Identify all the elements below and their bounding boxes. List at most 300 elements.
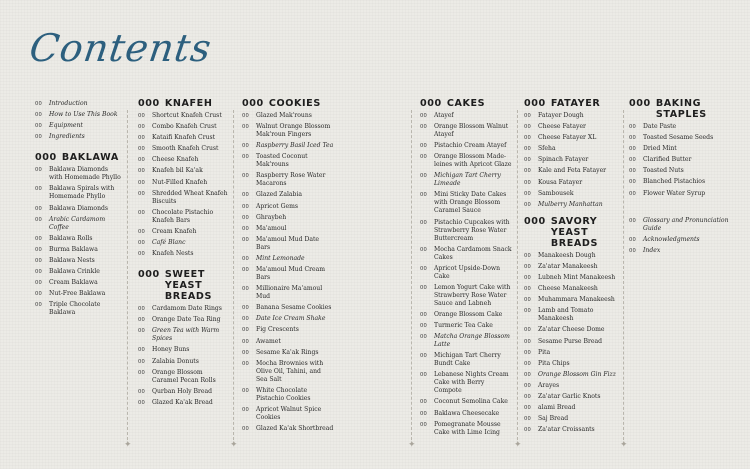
entry-title: Fig Crescents xyxy=(256,326,299,334)
entry-title: Apricot Gems xyxy=(256,202,299,210)
toc-entry[interactable] xyxy=(35,100,123,108)
entry-title: Green Tea with Warm Spices xyxy=(152,327,220,343)
page-number: 00 xyxy=(35,257,43,264)
page-number: 00 xyxy=(35,134,43,141)
toc-entry[interactable] xyxy=(138,167,230,175)
entry-title: Clarified Butter xyxy=(643,156,692,164)
toc-entry[interactable] xyxy=(138,369,230,385)
entry-title: Lamb and Tomato Manakeesh xyxy=(538,307,594,323)
section-heading-baklawa[interactable]: 000 BAKLAWA xyxy=(35,152,119,164)
section-heading-fatayer[interactable]: 000 FATAYER xyxy=(524,98,601,109)
toc-entry[interactable] xyxy=(138,305,230,313)
page-number: 00 xyxy=(524,190,532,197)
toc-entry[interactable] xyxy=(242,225,334,233)
knafeh-list xyxy=(138,112,230,258)
page-number: 00 xyxy=(138,317,146,324)
page-number: 00 xyxy=(420,399,428,406)
page-number: 00 xyxy=(138,146,146,153)
entry-title: Baklawa Cheesecake xyxy=(434,409,500,417)
entry-title: Arayes xyxy=(538,381,560,389)
entry-title: Glazed Mak'rouns xyxy=(256,112,312,119)
entry-title: Apricot Upside-Down Cake xyxy=(434,264,501,280)
page-number: 00 xyxy=(420,323,428,330)
toc-entry[interactable] xyxy=(524,338,620,346)
page-number: 00 xyxy=(420,219,428,226)
page-number: 00 xyxy=(524,327,532,334)
entry-title: Raspberry Rose Water Macarons xyxy=(256,172,326,188)
page-number: 00 xyxy=(35,186,43,193)
toc-entry[interactable] xyxy=(524,296,620,304)
entry-title: Mini Sticky Date Cakes with Orange Blossom Caramel Sauce xyxy=(434,191,507,215)
section-heading-knafeh[interactable]: 000 KNAFEH xyxy=(138,98,213,109)
page-number: 00 xyxy=(420,334,428,341)
toc-entry[interactable] xyxy=(35,301,123,317)
page-number: 00 xyxy=(35,112,43,119)
toc-entry[interactable] xyxy=(35,185,123,201)
toc-entry[interactable] xyxy=(35,205,123,213)
entry-title: Kousa Fatayer xyxy=(538,178,583,186)
toc-entry[interactable] xyxy=(629,178,735,186)
toc-entry[interactable] xyxy=(524,371,620,379)
column-4 xyxy=(420,96,512,440)
toc-entry[interactable] xyxy=(138,316,230,324)
page-number: 00 xyxy=(242,305,250,312)
entry-title: Nut-Filled Knafeh xyxy=(152,178,208,186)
entry-title: Cardamom Date Rings xyxy=(152,305,222,313)
page-number: 00 xyxy=(35,291,43,298)
toc-entry[interactable] xyxy=(524,349,620,357)
toc-entry[interactable] xyxy=(242,425,334,433)
entry-title: Ghraybeh xyxy=(256,213,287,221)
toc-entry[interactable] xyxy=(242,153,334,169)
section-heading-cookies[interactable]: 000 COOKIES xyxy=(242,98,321,109)
toc-entry[interactable] xyxy=(242,387,334,403)
toc-entry[interactable] xyxy=(242,236,334,252)
toc-entry[interactable] xyxy=(420,246,512,262)
entry-title: Cheese Fatayer xyxy=(538,123,586,131)
page-number: 00 xyxy=(138,113,146,119)
toc-entry[interactable] xyxy=(242,326,334,334)
entry-title: Za'atar Manakeesh xyxy=(538,262,598,270)
page-number: 00 xyxy=(629,135,637,142)
toc-entry[interactable] xyxy=(138,346,230,354)
toc-entry[interactable] xyxy=(35,235,123,243)
toc-entry[interactable] xyxy=(524,145,620,153)
entry-title: Glossary and Pronunciation Guide xyxy=(643,216,729,232)
entry-title: Lubneh Mint Manakeesh xyxy=(538,274,616,282)
page-number: 00 xyxy=(242,387,250,394)
toc-entry[interactable] xyxy=(420,398,512,406)
entry-title: Mocha Cardamom Snack Cakes xyxy=(434,245,512,261)
toc-entry[interactable] xyxy=(420,191,512,215)
page-number: 00 xyxy=(524,427,532,434)
entry-title: Toasted Sesame Seeds xyxy=(643,134,714,142)
toc-entry[interactable] xyxy=(242,203,334,211)
toc-entry[interactable] xyxy=(242,172,334,188)
toc-entry[interactable] xyxy=(524,134,620,142)
page-number: 00 xyxy=(242,236,250,243)
entry-title: Glazed Ka'ak Bread xyxy=(152,398,213,406)
divider-diamond-icon: ✦ xyxy=(230,440,238,450)
toc-entry[interactable] xyxy=(420,172,512,188)
front-matter-list xyxy=(35,100,123,141)
page-number: 00 xyxy=(524,405,532,412)
page-number: 00 xyxy=(35,302,43,309)
toc-entry[interactable] xyxy=(242,191,334,199)
toc-entry[interactable] xyxy=(524,201,620,209)
toc-entry[interactable] xyxy=(629,145,735,153)
page-number: 00 xyxy=(242,214,250,221)
entry-title: Nut-Free Baklawa xyxy=(49,290,106,298)
page-number: 00 xyxy=(524,371,532,378)
divider-line-1 xyxy=(127,110,128,440)
toc-entry[interactable] xyxy=(420,112,512,120)
entry-title: Orange Blossom Gin Fizz xyxy=(538,370,616,378)
entry-title: Matcha Orange Blossom Latte xyxy=(434,333,510,349)
toc-entry[interactable] xyxy=(420,322,512,330)
page-number: 00 xyxy=(524,360,532,367)
entry-title: Ingredients xyxy=(49,133,85,141)
baklawa-list xyxy=(35,166,123,317)
entry-title: Awamet xyxy=(256,337,281,345)
page-number: 00 xyxy=(35,205,43,212)
entry-title: Pita Chips xyxy=(538,359,570,367)
toc-entry[interactable] xyxy=(524,123,620,131)
toc-entry[interactable] xyxy=(242,315,334,323)
toc-entry[interactable] xyxy=(524,274,620,282)
entry-title: Orange Blossom Cake xyxy=(434,310,503,318)
toc-entry[interactable] xyxy=(242,112,334,120)
page-number: 00 xyxy=(138,135,146,142)
toc-entry[interactable] xyxy=(420,352,512,368)
entry-title: Walnut Orange Blossom Mak'roun Fingers xyxy=(256,123,331,139)
page-number: 00 xyxy=(420,113,428,119)
toc-entry[interactable] xyxy=(524,382,620,390)
toc-entry[interactable] xyxy=(420,421,512,437)
toc-entry[interactable] xyxy=(420,153,512,169)
page-number: 00 xyxy=(629,217,637,224)
page-number: 00 xyxy=(629,179,637,186)
page-number: 00 xyxy=(138,209,146,216)
divider-line-3 xyxy=(411,110,412,440)
entry-title: Honey Buns xyxy=(152,346,190,354)
fatayer-list xyxy=(524,112,620,209)
toc-entry[interactable] xyxy=(420,371,512,395)
column-5 xyxy=(524,96,620,437)
page-number: 00 xyxy=(242,338,250,345)
page-number: 00 xyxy=(524,393,532,400)
back-matter-list xyxy=(629,217,735,255)
toc-entry[interactable] xyxy=(524,179,620,187)
toc-entry[interactable] xyxy=(420,410,512,418)
entry-title: Muhammara Manakeesh xyxy=(538,296,615,304)
toc-entry[interactable] xyxy=(138,209,230,225)
entry-title: Date Ice Cream Shake xyxy=(256,315,326,323)
page-number: 00 xyxy=(524,286,532,293)
page-number: 00 xyxy=(524,135,532,142)
toc-entry[interactable] xyxy=(420,142,512,150)
entry-title: Triple Chocolate Baklawa xyxy=(49,301,101,317)
toc-entry[interactable] xyxy=(524,393,620,401)
entry-title: Coconut Semolina Cake xyxy=(434,398,508,406)
entry-title: Qurban Holy Bread xyxy=(152,387,213,395)
sweet-yeast-breads-list xyxy=(138,305,230,407)
toc-entry[interactable] xyxy=(138,123,230,131)
page-number: 00 xyxy=(524,416,532,423)
toc-entry[interactable] xyxy=(420,123,512,139)
page-number: 00 xyxy=(420,265,428,272)
toc-entry[interactable] xyxy=(35,133,123,141)
column-3 xyxy=(242,96,334,436)
page-number: 00 xyxy=(35,280,43,287)
page-number: 00 xyxy=(524,349,532,356)
toc-entry[interactable] xyxy=(524,112,620,120)
page-number: 00 xyxy=(138,157,146,164)
toc-entry[interactable] xyxy=(242,406,334,422)
entry-title: Sesame Purse Bread xyxy=(538,337,603,345)
toc-entry[interactable] xyxy=(242,304,334,312)
entry-title: Za'atar Garlic Knots xyxy=(538,392,601,400)
page-number: 00 xyxy=(138,399,146,406)
entry-title: Za'atar Croissants xyxy=(538,426,595,434)
entry-title: Sesame Ka'ak Rings xyxy=(256,348,319,356)
toc-entry[interactable] xyxy=(35,290,123,298)
entry-title: Baklawa Crinkle xyxy=(49,268,100,276)
page-number: 00 xyxy=(138,228,146,235)
page-number: 00 xyxy=(420,143,428,150)
toc-entry[interactable] xyxy=(242,285,334,301)
toc-entry[interactable] xyxy=(242,142,334,150)
entry-title: Date Paste xyxy=(643,123,677,130)
entry-title: Knafeh bil Ka'ak xyxy=(152,167,203,175)
toc-entry[interactable] xyxy=(138,112,230,120)
entry-title: Lebanese Nights Cream Cake with Berry Compote xyxy=(434,371,509,395)
toc-entry[interactable] xyxy=(138,156,230,164)
entry-title: Toasted Nuts xyxy=(643,167,684,175)
toc-entry[interactable] xyxy=(138,145,230,153)
entry-title: Toasted Coconut Mak'rouns xyxy=(256,153,308,169)
toc-entry[interactable] xyxy=(35,216,123,232)
toc-entry[interactable] xyxy=(524,360,620,368)
toc-entry[interactable] xyxy=(35,246,123,254)
toc-entry[interactable] xyxy=(35,111,123,119)
toc-entry[interactable] xyxy=(524,190,620,198)
toc-entry[interactable] xyxy=(629,247,735,255)
toc-entry[interactable] xyxy=(524,326,620,334)
page-number: 00 xyxy=(420,421,428,428)
page-number: 00 xyxy=(138,190,146,197)
page-number: 00 xyxy=(524,382,532,389)
entry-title: Spinach Fatayer xyxy=(538,156,589,164)
entry-title: Glazed Zalabia xyxy=(256,191,303,199)
toc-entry[interactable] xyxy=(420,219,512,243)
entry-title: How to Use This Book xyxy=(49,111,118,119)
page-number: 00 xyxy=(524,157,532,164)
entry-title: Dried Mint xyxy=(643,145,677,153)
entry-title: Equipment xyxy=(49,122,83,130)
toc-entry[interactable] xyxy=(242,360,334,384)
entry-title: Acknowledgments xyxy=(643,235,700,243)
toc-entry[interactable] xyxy=(629,190,735,198)
toc-entry[interactable] xyxy=(138,250,230,258)
section-heading-savory-yeast-breads[interactable]: 000 SAVORY YEAST BREADS xyxy=(524,215,598,249)
toc-entry[interactable] xyxy=(242,214,334,222)
entry-title: Baklawa Diamonds with Homemade Phyllo xyxy=(49,166,121,182)
toc-entry[interactable] xyxy=(629,123,735,131)
toc-entry[interactable] xyxy=(524,263,620,271)
toc-entry[interactable] xyxy=(138,179,230,187)
entry-title: Ma'amoul Mud Cream Bars xyxy=(256,266,326,282)
entry-title: Manakeesh Dough xyxy=(538,251,596,259)
toc-entry[interactable] xyxy=(420,284,512,308)
page-number: 00 xyxy=(629,247,637,254)
entry-title: Mocha Brownies with Olive Oil, Tahini, and Sea Salt xyxy=(256,359,324,383)
entry-title: Mulberry Manhattan xyxy=(538,200,603,208)
toc-entry[interactable] xyxy=(524,252,620,260)
toc-entry[interactable] xyxy=(138,399,230,407)
entry-title: Shredded Wheat Knafeh Biscuits xyxy=(152,189,228,205)
page-number: 00 xyxy=(242,154,250,161)
toc-entry[interactable] xyxy=(629,236,735,244)
page-number: 00 xyxy=(138,239,146,246)
toc-entry[interactable] xyxy=(138,190,230,206)
page-number: 00 xyxy=(524,338,532,345)
toc-entry[interactable] xyxy=(35,166,123,182)
entry-title: Baklawa Nests xyxy=(49,256,95,264)
entry-title: Lemon Yogurt Cake with Strawberry Rose Water Sauce and Labneh xyxy=(434,283,511,307)
toc-entry[interactable] xyxy=(242,338,334,346)
page-title: Contents xyxy=(26,26,215,70)
entry-title: Pistachio Cream Atayef xyxy=(434,142,507,150)
entry-title: Sambousek xyxy=(538,189,574,197)
page-number: 00 xyxy=(420,284,428,291)
toc-entry[interactable] xyxy=(138,327,230,343)
toc-entry[interactable] xyxy=(629,217,735,233)
toc-entry[interactable] xyxy=(35,279,123,287)
divider-line-5 xyxy=(623,110,624,440)
page-number: 00 xyxy=(35,216,43,223)
toc-entry[interactable] xyxy=(524,404,620,412)
toc-entry[interactable] xyxy=(138,388,230,396)
entry-title: Chocolate Pistachio Knafeh Bars xyxy=(152,208,214,224)
page-number: 00 xyxy=(242,286,250,293)
entry-title: Saj Bread xyxy=(538,415,569,423)
entry-title: alami Bread xyxy=(538,404,576,412)
toc-entry[interactable] xyxy=(35,257,123,265)
entry-title: Cheese Knafeh xyxy=(152,156,199,164)
entry-title: Orange Date Tea Ring xyxy=(152,316,221,324)
entry-title: Ma'amoul Mud Date Bars xyxy=(256,235,320,251)
section-heading-baking-staples[interactable]: 000 BAKING STAPLES xyxy=(629,98,707,120)
toc-entry[interactable] xyxy=(629,156,735,164)
page-number: 00 xyxy=(524,275,532,282)
entry-title: Mint Lemonade xyxy=(256,254,305,262)
page-number: 00 xyxy=(420,372,428,379)
toc-entry[interactable] xyxy=(242,123,334,139)
entry-title: Pistachio Cupcakes with Strawberry Rose Water Buttercream xyxy=(434,218,510,242)
toc-entry[interactable] xyxy=(35,122,123,130)
page-number: 00 xyxy=(524,124,532,131)
entry-title: Cream Baklawa xyxy=(49,279,98,287)
entry-title: Orange Blossom Made-leines with Apricot Glaze xyxy=(434,153,512,169)
page-number: 00 xyxy=(242,360,250,367)
page-number: 00 xyxy=(524,201,532,208)
page-number: 00 xyxy=(242,113,250,119)
toc-entry[interactable] xyxy=(138,358,230,366)
toc-entry[interactable] xyxy=(35,268,123,276)
toc-entry[interactable] xyxy=(242,255,334,263)
page-number: 00 xyxy=(242,316,250,323)
entry-title: Fatayer Dough xyxy=(538,112,584,119)
entry-title: Pomegranate Mousse Cake with Lime Icing xyxy=(434,420,501,436)
entry-title: Kale and Feta Fatayer xyxy=(538,167,607,175)
page-number: 00 xyxy=(35,123,43,130)
divider-line-4 xyxy=(517,110,518,440)
baking-staples-list xyxy=(629,123,735,198)
toc-entry[interactable] xyxy=(138,239,230,247)
page-number: 00 xyxy=(420,192,428,199)
page-number: 00 xyxy=(242,124,250,131)
page-number: 00 xyxy=(242,406,250,413)
toc-entry[interactable] xyxy=(524,426,620,434)
section-heading-sweet-yeast-breads[interactable]: 000 SWEET YEAST BREADS xyxy=(138,269,212,303)
entry-title: Glazed Ka'ak Shortbread xyxy=(256,424,334,432)
page-number: 00 xyxy=(629,146,637,153)
entry-title: Raspberry Basil Iced Tea xyxy=(256,142,334,150)
page-number: 00 xyxy=(138,306,146,313)
toc-entry[interactable] xyxy=(629,134,735,142)
toc-entry[interactable] xyxy=(524,415,620,423)
page-number: 00 xyxy=(420,173,428,180)
toc-entry[interactable] xyxy=(138,228,230,236)
toc-entry[interactable] xyxy=(524,156,620,164)
entry-title: Arabic Cardamom Coffee xyxy=(49,215,106,231)
toc-entry[interactable] xyxy=(242,349,334,357)
entry-title: Baklawa Diamonds xyxy=(49,204,109,212)
toc-entry[interactable] xyxy=(420,265,512,281)
page-number: 00 xyxy=(420,246,428,253)
toc-entry[interactable] xyxy=(420,333,512,349)
toc-entry[interactable] xyxy=(242,266,334,282)
cookies-list xyxy=(242,112,334,433)
entry-title: Cream Knafeh xyxy=(152,227,197,235)
section-heading-cakes[interactable]: 000 CAKES xyxy=(420,98,486,109)
toc-entry[interactable] xyxy=(524,307,620,323)
toc-entry[interactable] xyxy=(524,285,620,293)
toc-entry[interactable] xyxy=(524,167,620,175)
page-number: 00 xyxy=(242,192,250,199)
entry-title: Apricot Walnut Spice Cookies xyxy=(256,405,322,421)
entry-title: Introduction xyxy=(49,100,88,107)
divider-diamond-icon: ✦ xyxy=(408,440,416,450)
column-2 xyxy=(138,96,230,410)
page-number: 00 xyxy=(524,168,532,175)
entry-title: Smooth Knafeh Crust xyxy=(152,145,219,153)
entry-title: Index xyxy=(643,246,661,254)
page-number: 00 xyxy=(242,327,250,334)
page-number: 00 xyxy=(242,225,250,232)
entry-title: Michigan Tart Cherry Limeade xyxy=(434,172,501,188)
page-number: 00 xyxy=(524,308,532,315)
page-number: 00 xyxy=(35,167,43,174)
toc-entry[interactable] xyxy=(138,134,230,142)
page-number: 00 xyxy=(629,157,637,164)
page-number: 00 xyxy=(524,297,532,304)
entry-title: Combo Knafeh Crust xyxy=(152,123,217,131)
toc-entry[interactable] xyxy=(420,311,512,319)
page-number: 00 xyxy=(242,203,250,210)
toc-entry[interactable] xyxy=(629,167,735,175)
